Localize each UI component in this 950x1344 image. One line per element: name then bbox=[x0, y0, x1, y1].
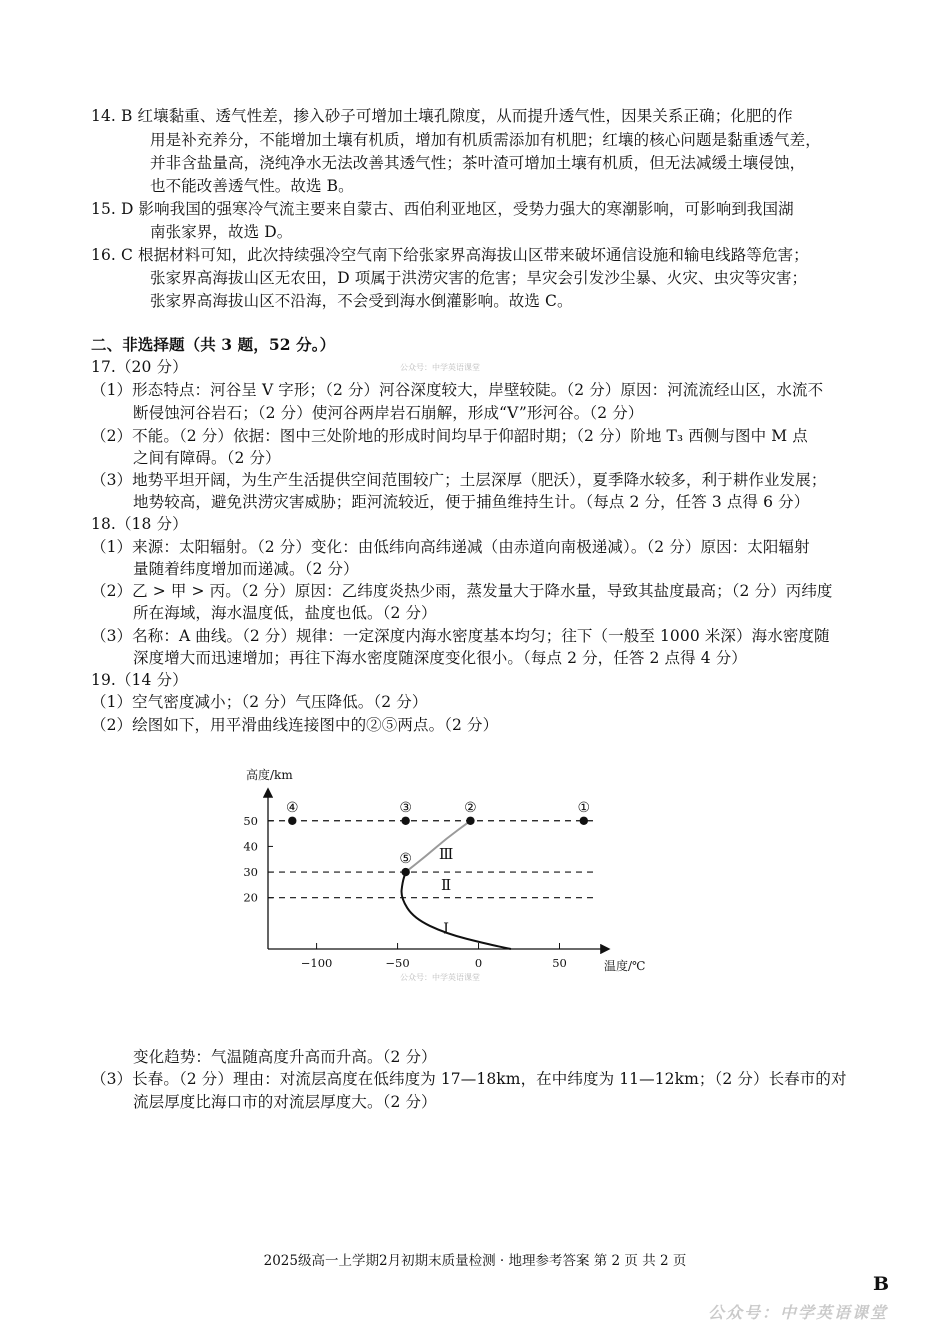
q15-line-2: 南张家界，故选 D。 bbox=[150, 223, 293, 241]
q16-line-2: 张家界高海拔山区无农田，D 项属于洪涝灾害的危害；旱灾会引发沙尘暴、火灾、虫灾等灾害； bbox=[150, 269, 808, 287]
q17-part1-line2: 断侵蚀河谷岩石；（2 分）使河谷两岸岩石崩解，形成“V”形河谷。（2 分） bbox=[133, 404, 644, 422]
series-line-1 bbox=[402, 872, 511, 949]
q18-part1-line1: （1）来源：太阳辐射。（2 分）变化：由低纬向高纬递减（由赤道向南极递减）。（2 分）原因：太阳辐射 bbox=[91, 538, 810, 556]
q19-trend: 变化趋势：气温随高度升高而升高。（2 分） bbox=[133, 1048, 437, 1066]
layer-label-1: Ⅲ bbox=[438, 845, 454, 864]
q17-part2-line1: （2）不能。（2 分）依据：图中三处阶地的形成时间均早于仰韶时期；（2 分）阶地 T₃ 西侧与图中 M 点 bbox=[91, 427, 808, 445]
section-2-title: 二、非选择题（共 3 题，52 分。） bbox=[91, 335, 336, 354]
point-3 bbox=[466, 817, 474, 825]
y-tick-label-30: 30 bbox=[243, 865, 258, 880]
point-4 bbox=[580, 817, 588, 825]
q17-part1-line1: （1）形态特点：河谷呈 V 字形；（2 分）河谷深度较大，岸壁较陡。（2 分）原因：河流流经山区，水流不 bbox=[91, 381, 824, 399]
temperature-altitude-chart bbox=[230, 760, 670, 990]
point-label-4: ① bbox=[577, 799, 591, 816]
point-label-5: ⑤ bbox=[399, 851, 412, 868]
brand-watermark: 公众号：中学英语课堂 bbox=[708, 1303, 889, 1322]
point-2 bbox=[401, 817, 409, 825]
q16-line-3: 张家界高海拔山区不沿海，不会受到海水倒灌影响。故选 C。 bbox=[150, 292, 573, 310]
x-tick-label--100: −100 bbox=[300, 956, 333, 970]
q18-part3-line2: 深度增大而迅速增加；再往下海水密度随深度变化很小。（每点 2 分，任答 2 点得 4 分） bbox=[133, 649, 747, 667]
point-label-1: ④ bbox=[286, 799, 299, 816]
q14-line-2: 用是补充养分，不能增加土壤有机质，增加有机质需添加有机肥；红壤的核心问题是黏重透气差， bbox=[150, 131, 821, 149]
q16-line-1: 16. C 根据材料可知，此次持续强冷空气南下给张家界高海拔山区带来破坏通信设施和输电线路等危害； bbox=[91, 246, 809, 264]
y-axis-label: 高度/km bbox=[246, 768, 293, 782]
x-tick-label-50: 50 bbox=[552, 956, 567, 970]
page-footer: 2025级高一上学期2月初期末质量检测 · 地理参考答案 第 2 页 共 2 页 bbox=[263, 1253, 687, 1269]
q14-line-3: 并非含盐量高，浇纯净水无法改善其透气性；茶叶渣可增加土壤有机质，但无法减缓土壤侵蚀， bbox=[150, 154, 806, 172]
q19-part1: （1）空气密度减小；（2 分）气压降低。（2 分） bbox=[91, 693, 428, 711]
x-axis-label: 温度/℃ bbox=[604, 959, 646, 973]
q15-line-1: 15. D 影响我国的强寒冷气流主要来自蒙古、西伯利亚地区，受势力强大的寒潮影响，可影响到我国湖 bbox=[91, 200, 794, 218]
version-letter: B bbox=[873, 1273, 890, 1295]
q19-part2: （2）绘图如下，用平滑曲线连接图中的②⑤两点。（2 分） bbox=[91, 716, 499, 734]
q17-part3-line2: 地势较高，避免洪涝灾害威胁；距河流较近，便于捕鱼维持生计。（每点 2 分，任答 3 点得 6 分） bbox=[133, 493, 810, 511]
point-1 bbox=[288, 817, 296, 825]
q17-part2-line2: 之间有障碍。（2 分） bbox=[133, 449, 281, 467]
point-5 bbox=[401, 868, 409, 876]
q18-part3-line1: （3）名称：A 曲线。（2 分）规律：一定深度内海水密度基本均匀；往下（一般至 1000 米深）海水密度随 bbox=[91, 627, 830, 645]
q18-part2-line1: （2）乙 > 甲 > 丙。（2 分）原因：乙纬度炎热少雨，蒸发量大于降水量，导致其盐度最高；（2 分）丙纬度 bbox=[91, 582, 833, 600]
q14-line-1: 14. B 红壤黏重、透气性差，掺入砂子可增加土壤孔隙度，从而提升透气性，因果关系正确；化肥的作 bbox=[91, 107, 793, 125]
point-label-3: ② bbox=[464, 799, 477, 816]
q18-part1-line2: 量随着纬度增加而递减。（2 分） bbox=[133, 560, 359, 578]
q17-header: 17.（20 分） bbox=[91, 358, 188, 376]
q14-line-4: 也不能改善透气性。故选 B。 bbox=[150, 177, 354, 195]
y-tick-label-50: 50 bbox=[243, 813, 258, 828]
y-tick-label-20: 20 bbox=[243, 890, 258, 905]
x-tick-label--50: −50 bbox=[385, 956, 410, 970]
q19-part3-line1: （3）长春。（2 分）理由：对流层高度在低纬度为 17—18km，在中纬度为 11—12km；（2 分）长春市的对 bbox=[91, 1070, 847, 1088]
watermark-chart: 公众号：中学英语课堂 bbox=[400, 973, 480, 982]
q18-part2-line2: 所在海域，海水温度低，盐度也低。（2 分） bbox=[133, 604, 437, 622]
q18-header: 18.（18 分） bbox=[91, 515, 188, 533]
watermark-top: 公众号：中学英语课堂 bbox=[400, 363, 480, 372]
layer-label-3: Ⅰ bbox=[443, 919, 450, 938]
q19-part3-line2: 流层厚度比海口市的对流层厚度大。（2 分） bbox=[133, 1093, 437, 1111]
x-tick-label-0: 0 bbox=[474, 956, 483, 970]
layer-label-2: Ⅱ bbox=[441, 875, 452, 894]
point-label-2: ③ bbox=[399, 799, 412, 816]
y-tick-label-40: 40 bbox=[243, 839, 258, 854]
q19-header: 19.（14 分） bbox=[91, 671, 188, 689]
q17-part3-line1: （3）地势平坦开阔，为生产生活提供空间范围较广；土层深厚（肥沃），夏季降水较多，利于耕作业发展； bbox=[91, 471, 827, 489]
